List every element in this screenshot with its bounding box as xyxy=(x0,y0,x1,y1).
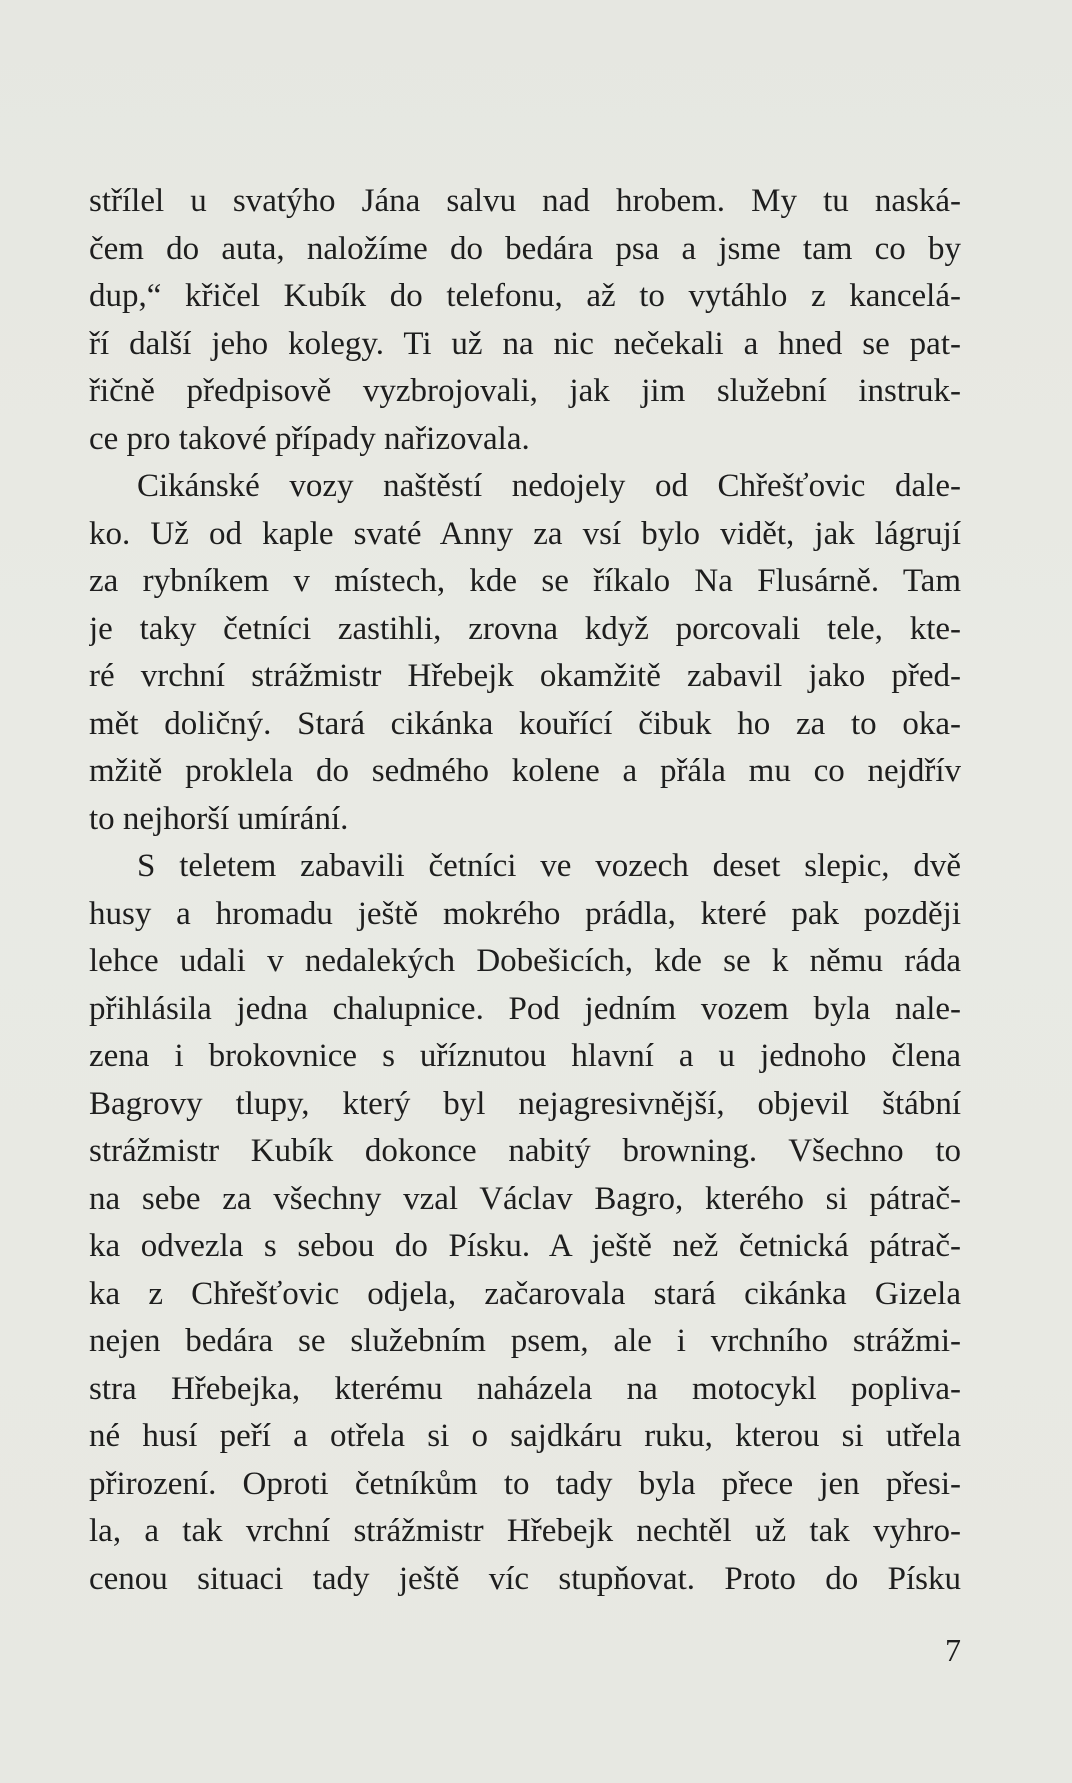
text-line: čem do auta, naložíme do bedára psa a jsme tam co by xyxy=(89,230,961,267)
text-line: nejen bedára se služebním psem, ale i vrchního strážmi- xyxy=(89,1323,961,1359)
text-line: na sebe za všechny vzal Václav Bagro, kterého si pátrač- xyxy=(89,1180,961,1217)
text-line: ko. Už od kaple svaté Anny za vsí bylo vidět, jak lágrují xyxy=(89,515,961,552)
text-line: strážmistr Kubík dokonce nabitý browning. Všechno to xyxy=(89,1133,961,1169)
text-line: mžitě proklela do sedmého kolene a přála mu co nejdřív xyxy=(89,753,961,789)
body-text xyxy=(89,178,961,1603)
text-line: ří další jeho kolegy. Ti už na nic nečekali a hned se pat- xyxy=(89,325,961,362)
text-line: střílel u svatýho Jána salvu nad hrobem. My tu naská- xyxy=(89,183,961,219)
text-line: mět doličný. Stará cikánka kouřící čibuk ho za to oka- xyxy=(89,705,961,742)
text-line: za rybníkem v místech, kde se říkalo Na Flusárně. Tam xyxy=(89,563,961,599)
text-line: stra Hřebejka, kterému naházela na motocykl popliva- xyxy=(89,1370,961,1407)
text-line: Cikánské vozy naštěstí nedojely od Chřešťovic dale- xyxy=(137,468,961,504)
text-line: husy a hromadu ještě mokrého prádla, které pak později xyxy=(89,895,961,932)
text-line: to nejhorší umírání. xyxy=(89,800,349,837)
text-line: přihlásila jedna chalupnice. Pod jedním vozem byla nale- xyxy=(89,990,961,1027)
text-line: Bagrovy tlupy, který byl nejagresivnější, objevil štábní xyxy=(89,1085,961,1122)
text-line: cenou situaci tady ještě víc stupňovat. Proto do Písku xyxy=(89,1560,961,1597)
text-line: dup,“ křičel Kubík do telefonu, až to vytáhlo z kancelá- xyxy=(89,278,961,314)
text-line: ce pro takové případy nařizovala. xyxy=(89,420,530,457)
text-line: ka z Chřešťovic odjela, začarovala stará cikánka Gizela xyxy=(89,1275,961,1312)
text-line: je taky četníci zastihli, zrovna když porcovali tele, kte- xyxy=(89,610,961,647)
text-line: lehce udali v nedalekých Dobešicích, kde se k němu ráda xyxy=(89,943,961,979)
text-line: né husí peří a otřela si o sajdkáru ruku, kterou si utřela xyxy=(89,1418,961,1454)
text-line: zena i brokovnice s uříznutou hlavní a u jednoho člena xyxy=(89,1038,961,1074)
text-line: řičně předpisově vyzbrojovali, jak jim služební instruk- xyxy=(89,373,961,409)
text-line: přirození. Oproti četníkům to tady byla přece jen přesi- xyxy=(89,1465,961,1502)
text-line: S teletem zabavili četníci ve vozech deset slepic, dvě xyxy=(137,848,961,884)
text-line: ka odvezla s sebou do Písku. A ještě než četnická pátrač- xyxy=(89,1228,961,1264)
text-line: ré vrchní strážmistr Hřebejk okamžitě zabavil jako před- xyxy=(89,658,961,694)
page-number: 7 xyxy=(945,1632,961,1668)
text-line: la, a tak vrchní strážmistr Hřebejk nechtěl už tak vyhro- xyxy=(89,1513,961,1549)
